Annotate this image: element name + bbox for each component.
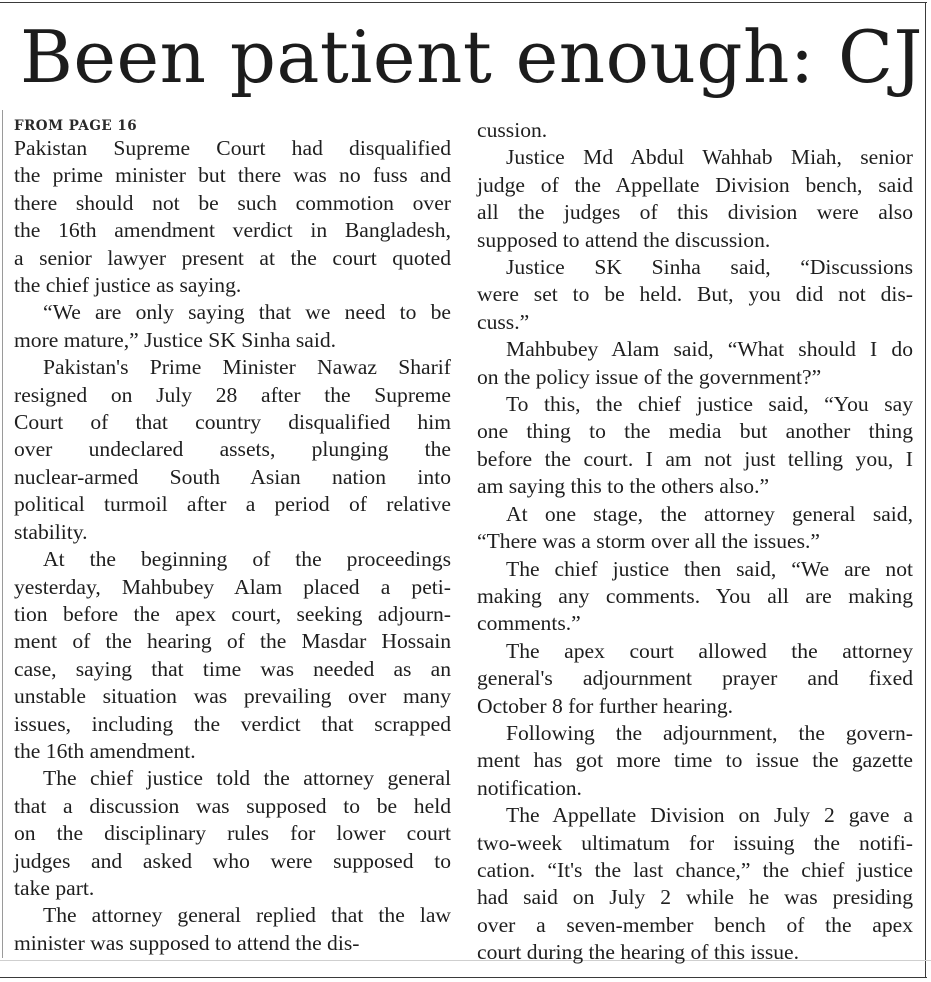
text-line: cussion. xyxy=(477,118,548,142)
text-line: The chief justice told the attorney general xyxy=(43,766,451,791)
frame-bottom-border xyxy=(0,977,927,978)
text-line: Pakistan Supreme Court had disqualified xyxy=(14,136,451,160)
paragraph xyxy=(477,556,913,638)
text-line: The Appellate Division on July 2 gave a xyxy=(506,803,913,828)
text-line: Justice Md Abdul Wahhab Miah, senior xyxy=(506,145,913,170)
text-line: The chief justice then said, “We are not xyxy=(506,556,913,581)
text-line: over undeclared assets, plunging the xyxy=(14,437,451,462)
text-line: Mahbubey Alam said, “What should I do xyxy=(506,337,913,362)
text-line: on the disciplinary rules for lower court xyxy=(14,821,451,846)
paragraph xyxy=(14,135,451,299)
text-line: At one stage, the attorney general said, xyxy=(506,501,913,526)
text-line: had said on July 2 while he was presiding xyxy=(477,885,913,910)
text-line: general's adjournment prayer and fixed xyxy=(477,666,913,691)
paragraph xyxy=(477,117,913,144)
text-line: case, saying that time was needed as an xyxy=(14,656,451,681)
text-line: the 16th amendment. xyxy=(14,738,196,763)
text-line: Pakistan's Prime Minister Nawaz Sharif xyxy=(43,355,451,380)
paragraph xyxy=(477,144,913,254)
paragraph xyxy=(477,720,913,802)
text-line: comments.” xyxy=(477,611,581,636)
text-line: judge of the Appellate Division bench, said xyxy=(477,172,913,197)
text-line: The attorney general replied that the law xyxy=(43,903,451,928)
text-line: that a discussion was supposed to be held xyxy=(14,793,451,818)
article-column-right xyxy=(477,117,913,967)
text-line: there should not be such commotion over xyxy=(14,190,451,215)
text-line: unstable situation was prevailing over many xyxy=(14,684,451,709)
column-left-rule xyxy=(2,110,3,958)
text-line: am saying this to the others also.” xyxy=(477,474,770,499)
text-line: supposed to attend the discussion. xyxy=(477,227,771,252)
paragraph xyxy=(477,336,913,391)
frame-right-border xyxy=(925,2,926,977)
paragraph xyxy=(14,902,451,957)
text-line: one thing to the media but another thing xyxy=(477,419,913,444)
text-line: the chief justice as saying. xyxy=(14,273,242,298)
text-line: ment of the hearing of the Masdar Hossain xyxy=(14,629,451,654)
text-line: making any comments. You all are making xyxy=(477,583,913,608)
text-line: were set to be held. But, you did not dis- xyxy=(477,282,913,307)
frame-top-border xyxy=(0,2,927,3)
text-line: Following the adjournment, the govern- xyxy=(506,720,913,745)
text-line: nuclear-armed South Asian nation into xyxy=(14,464,451,489)
text-line: The apex court allowed the attorney xyxy=(506,638,913,663)
paragraph xyxy=(14,299,451,354)
paragraph xyxy=(14,765,451,902)
text-line: two-week ultimatum for issuing the notifi- xyxy=(477,830,913,855)
text-line: October 8 for further hearing. xyxy=(477,693,734,718)
text-line: the 16th amendment verdict in Bangladesh, xyxy=(14,218,451,243)
text-line: cuss.” xyxy=(477,309,530,334)
text-line: notification. xyxy=(477,775,582,800)
paragraph xyxy=(477,802,913,966)
text-line: stability. xyxy=(14,519,88,544)
headline: Been patient enough: CJ xyxy=(20,15,923,99)
text-line: minister was supposed to attend the dis- xyxy=(14,930,360,955)
text-line: issues, including the verdict that scrapped xyxy=(14,711,451,736)
text-line: court during the hearing of this issue. xyxy=(477,940,800,965)
text-line: “We are only saying that we need to be xyxy=(43,300,451,325)
text-line: more mature,” Justice SK Sinha said. xyxy=(14,327,337,352)
text-line: judges and asked who were supposed to xyxy=(14,848,451,873)
right-column-body xyxy=(477,117,913,967)
text-line: Court of that country disqualified him xyxy=(14,410,451,435)
paragraph xyxy=(14,354,451,546)
paragraph xyxy=(14,546,451,765)
text-line: yesterday, Mahbubey Alam placed a peti- xyxy=(14,574,451,599)
paragraph xyxy=(477,254,913,336)
text-line: “There was a storm over all the issues.” xyxy=(477,529,820,554)
text-line: Justice SK Sinha said, “Discussions xyxy=(506,255,913,280)
text-line: cation. “It's the last chance,” the chief justice xyxy=(477,857,913,882)
text-line: take part. xyxy=(14,875,95,900)
text-line: ment has got more time to issue the gazette xyxy=(477,748,913,773)
text-line: all the judges of this division were also xyxy=(477,200,913,225)
paragraph xyxy=(477,638,913,720)
article-column-left xyxy=(14,117,451,957)
paragraph xyxy=(477,391,913,501)
text-line: the prime minister but there was no fuss and xyxy=(14,163,451,188)
text-line: resigned on July 28 after the Supreme xyxy=(14,382,451,407)
kicker: FROM PAGE 16 xyxy=(14,118,138,134)
text-line: tion before the apex court, seeking adjourn- xyxy=(14,601,451,626)
text-line: before the court. I am not just telling you, I xyxy=(477,446,913,471)
left-column-body xyxy=(14,135,451,957)
text-line: political turmoil after a period of relative xyxy=(14,492,451,517)
text-line: on the policy issue of the government?” xyxy=(477,364,822,389)
text-line: a senior lawyer present at the court quoted xyxy=(14,245,451,270)
text-line: To this, the chief justice said, “You say xyxy=(506,392,913,417)
text-line: over a seven-member bench of the apex xyxy=(477,912,913,937)
paragraph xyxy=(477,501,913,556)
text-line: At the beginning of the proceedings xyxy=(43,547,451,572)
